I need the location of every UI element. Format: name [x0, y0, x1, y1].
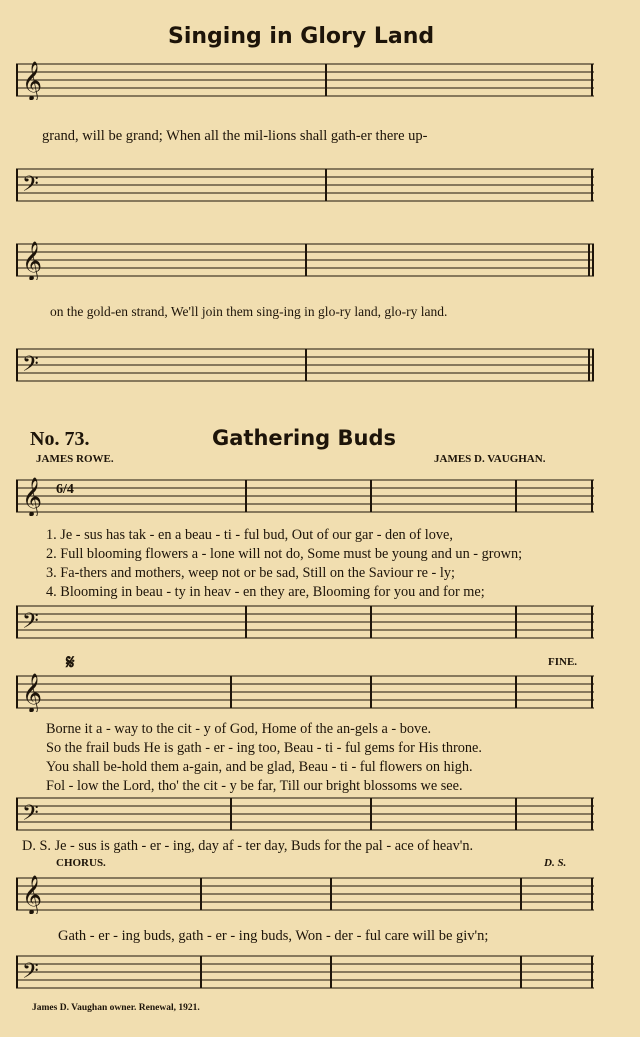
- verse-2: 2. Full blooming flowers a - lone will not do, Some must be young and un - grown;: [46, 546, 523, 562]
- hymn-title: Gathering Buds: [212, 426, 396, 450]
- svg-text:𝄢: 𝄢: [22, 352, 39, 381]
- staff-verse-bass: [16, 602, 594, 642]
- hymn-number: No. 73.: [30, 428, 90, 450]
- svg-text:𝄞: 𝄞: [22, 877, 43, 914]
- lyric-top-2: on the gold-en strand, We'll join them sing-ing in glo-ry land, glo-ry land.: [50, 304, 448, 319]
- verse-4-cont: Fol - low the Lord, tho' the cit - y be far, Till our bright blossoms we see.: [46, 778, 463, 794]
- fine-label: FINE.: [548, 656, 578, 668]
- staff-verse2-bass: [16, 794, 594, 834]
- author: JAMES ROWE.: [36, 453, 114, 465]
- svg-text:𝄢: 𝄢: [22, 609, 39, 638]
- svg-text:𝄢: 𝄢: [22, 959, 39, 988]
- staff-chorus-bass: [16, 952, 594, 992]
- staff-top-1: [16, 60, 594, 100]
- svg-text:𝄞: 𝄞: [22, 243, 43, 280]
- verse-1: 1. Je - sus has tak - en a beau - ti - ful bud, Out of our gar - den of love,: [46, 527, 453, 543]
- staff-top-4: [16, 345, 594, 385]
- chorus-lyrics: Gath - er - ing buds, gath - er - ing buds, Won - der - ful care will be giv'n;: [58, 928, 489, 944]
- ds-label: D. S.: [544, 857, 567, 869]
- composer: JAMES D. VAUGHAN.: [434, 453, 546, 465]
- verse-2-cont: So the frail buds He is gath - er - ing too, Beau - ti - ful gems for His throne.: [46, 740, 482, 756]
- svg-text:𝄞: 𝄞: [22, 63, 43, 100]
- verse-4: 4. Blooming in beau - ty in heav - en they are, Blooming for you and for me;: [46, 584, 485, 600]
- time-signature: 6/4: [56, 482, 74, 497]
- copyright: James D. Vaughan owner. Renewal, 1921.: [32, 1003, 200, 1013]
- staff-chorus-treble: [16, 874, 594, 914]
- svg-text:𝄢: 𝄢: [22, 172, 39, 201]
- verse-1-cont: Borne it a - way to the cit - y of God, Home of the an-gels a - bove.: [46, 721, 432, 737]
- svg-text:𝄞: 𝄞: [22, 479, 43, 516]
- verses-cont-block: [46, 720, 482, 796]
- svg-text:𝄞: 𝄞: [22, 675, 43, 712]
- verse-3-cont: You shall be-hold them a-gain, and be glad, Beau - ti - ful flowers on high.: [46, 759, 473, 775]
- staff-verse2-treble: [16, 672, 594, 712]
- svg-text:𝄢: 𝄢: [22, 801, 39, 830]
- verses-block: [46, 526, 522, 602]
- lyric-top-1: grand, will be grand; When all the mil-lions shall gath-er there up-: [42, 128, 428, 144]
- segno-sign: 𝄋: [66, 652, 75, 674]
- chorus-label: CHORUS.: [56, 857, 106, 869]
- staff-top-2: [16, 165, 594, 205]
- staff-top-3: [16, 240, 594, 280]
- staff-verse-treble: [16, 476, 594, 516]
- ds-line: D. S. Je - sus is gath - er - ing, day af - ter day, Buds for the pal - ace of heav'n.: [22, 838, 474, 854]
- verse-3: 3. Fa-thers and mothers, weep not or be sad, Still on the Saviour re - ly;: [46, 565, 455, 581]
- hymn-title-top: Singing in Glory Land: [168, 24, 435, 49]
